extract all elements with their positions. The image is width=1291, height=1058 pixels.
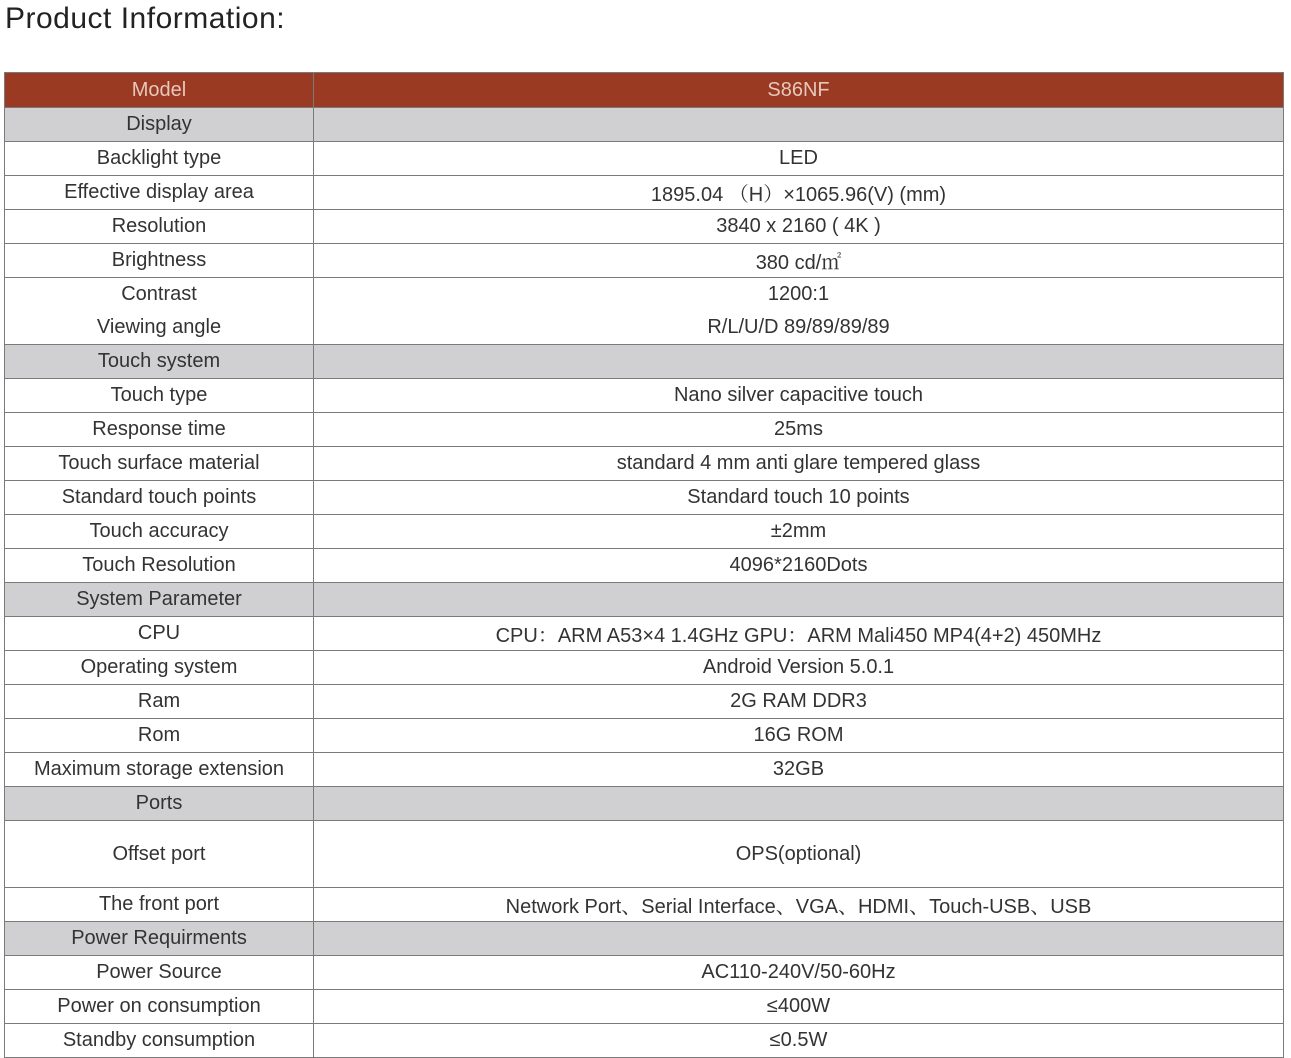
spec-value: 4096*2160Dots bbox=[314, 549, 1284, 583]
table-row bbox=[5, 244, 1284, 278]
table-row bbox=[5, 1024, 1284, 1058]
section-label: Ports bbox=[5, 787, 314, 821]
spec-value: 32GB bbox=[314, 753, 1284, 787]
table-row bbox=[5, 142, 1284, 176]
section-row-ports bbox=[5, 787, 1284, 821]
section-spacer bbox=[314, 583, 1284, 617]
section-spacer bbox=[314, 787, 1284, 821]
spec-label: Contrast bbox=[121, 283, 197, 305]
section-row-display bbox=[5, 108, 1284, 142]
spec-value: Network Port、Serial Interface、VGA、HDMI、Touch-USB、USB bbox=[314, 888, 1284, 922]
table-row bbox=[5, 413, 1284, 447]
section-label: Touch system bbox=[5, 345, 314, 379]
spec-value: 1200:1 bbox=[767, 283, 830, 305]
spec-label: Touch type bbox=[5, 379, 314, 413]
section-spacer bbox=[314, 345, 1284, 379]
table-row bbox=[5, 888, 1284, 922]
spec-label: Offset port bbox=[5, 821, 314, 888]
section-label: System Parameter bbox=[5, 583, 314, 617]
spec-value: 3840 x 2160 ( 4K ) bbox=[314, 210, 1284, 244]
section-row-system-parameter bbox=[5, 583, 1284, 617]
table-row-merged bbox=[5, 278, 1284, 345]
table-row bbox=[5, 481, 1284, 515]
table-header-row bbox=[5, 73, 1284, 108]
spec-value: 1895.04 （H）×1065.96(V) (mm) bbox=[314, 176, 1284, 210]
table-row bbox=[5, 617, 1284, 651]
table-row bbox=[5, 956, 1284, 990]
spec-value: ≤400W bbox=[314, 990, 1284, 1024]
spec-label: Power on consumption bbox=[5, 990, 314, 1024]
product-spec-table bbox=[4, 72, 1284, 1058]
spec-label: Maximum storage extension bbox=[5, 753, 314, 787]
table-row bbox=[5, 685, 1284, 719]
spec-value: ±2mm bbox=[314, 515, 1284, 549]
table-row bbox=[5, 515, 1284, 549]
section-spacer bbox=[314, 108, 1284, 142]
spec-label: The front port bbox=[5, 888, 314, 922]
spec-label: Standard touch points bbox=[5, 481, 314, 515]
spec-label: Operating system bbox=[5, 651, 314, 685]
table-row bbox=[5, 379, 1284, 413]
spec-label: Brightness bbox=[5, 244, 314, 278]
table-row bbox=[5, 176, 1284, 210]
page-title: Product Information: bbox=[5, 2, 286, 35]
spec-label: Touch Resolution bbox=[5, 549, 314, 583]
spec-label: Rom bbox=[5, 719, 314, 753]
spec-label: Resolution bbox=[5, 210, 314, 244]
section-spacer bbox=[314, 922, 1284, 956]
spec-label: Response time bbox=[5, 413, 314, 447]
spec-value: Android Version 5.0.1 bbox=[314, 651, 1284, 685]
spec-value: AC110-240V/50-60Hz bbox=[314, 956, 1284, 990]
spec-label: Backlight type bbox=[5, 142, 314, 176]
table-row bbox=[5, 651, 1284, 685]
table-row bbox=[5, 447, 1284, 481]
spec-value: LED bbox=[314, 142, 1284, 176]
spec-value: 25ms bbox=[314, 413, 1284, 447]
spec-value: ≤0.5W bbox=[314, 1024, 1284, 1058]
spec-value: 2G RAM DDR3 bbox=[314, 685, 1284, 719]
spec-value-stack bbox=[314, 278, 1284, 345]
table-row bbox=[5, 990, 1284, 1024]
table-row bbox=[5, 753, 1284, 787]
header-value: S86NF bbox=[314, 73, 1284, 108]
table-row bbox=[5, 821, 1284, 888]
spec-label: Touch accuracy bbox=[5, 515, 314, 549]
spec-value: 380 cd/㎡ bbox=[314, 244, 1284, 278]
spec-value: OPS(optional) bbox=[314, 821, 1284, 888]
section-label: Power Requirments bbox=[5, 922, 314, 956]
table-row bbox=[5, 210, 1284, 244]
spec-label: Power Source bbox=[5, 956, 314, 990]
spec-label: Viewing angle bbox=[96, 316, 222, 338]
spec-value: R/L/U/D 89/89/89/89 bbox=[707, 316, 890, 338]
spec-label: Effective display area bbox=[5, 176, 314, 210]
section-row-touch-system bbox=[5, 345, 1284, 379]
spec-value: CPU：ARM A53×4 1.4GHz GPU：ARM Mali450 MP4(4+2) 450MHz bbox=[314, 617, 1284, 651]
spec-label-stack bbox=[5, 278, 314, 345]
spec-value: Standard touch 10 points bbox=[314, 481, 1284, 515]
spec-label: Touch surface material bbox=[5, 447, 314, 481]
header-label: Model bbox=[5, 73, 314, 108]
spec-label: Ram bbox=[5, 685, 314, 719]
spec-value: standard 4 mm anti glare tempered glass bbox=[314, 447, 1284, 481]
table-row bbox=[5, 719, 1284, 753]
section-row-power-requirments bbox=[5, 922, 1284, 956]
table-row bbox=[5, 549, 1284, 583]
spec-label: CPU bbox=[5, 617, 314, 651]
spec-label: Standby consumption bbox=[5, 1024, 314, 1058]
section-label: Display bbox=[5, 108, 314, 142]
spec-value: Nano silver capacitive touch bbox=[314, 379, 1284, 413]
spec-value: 16G ROM bbox=[314, 719, 1284, 753]
